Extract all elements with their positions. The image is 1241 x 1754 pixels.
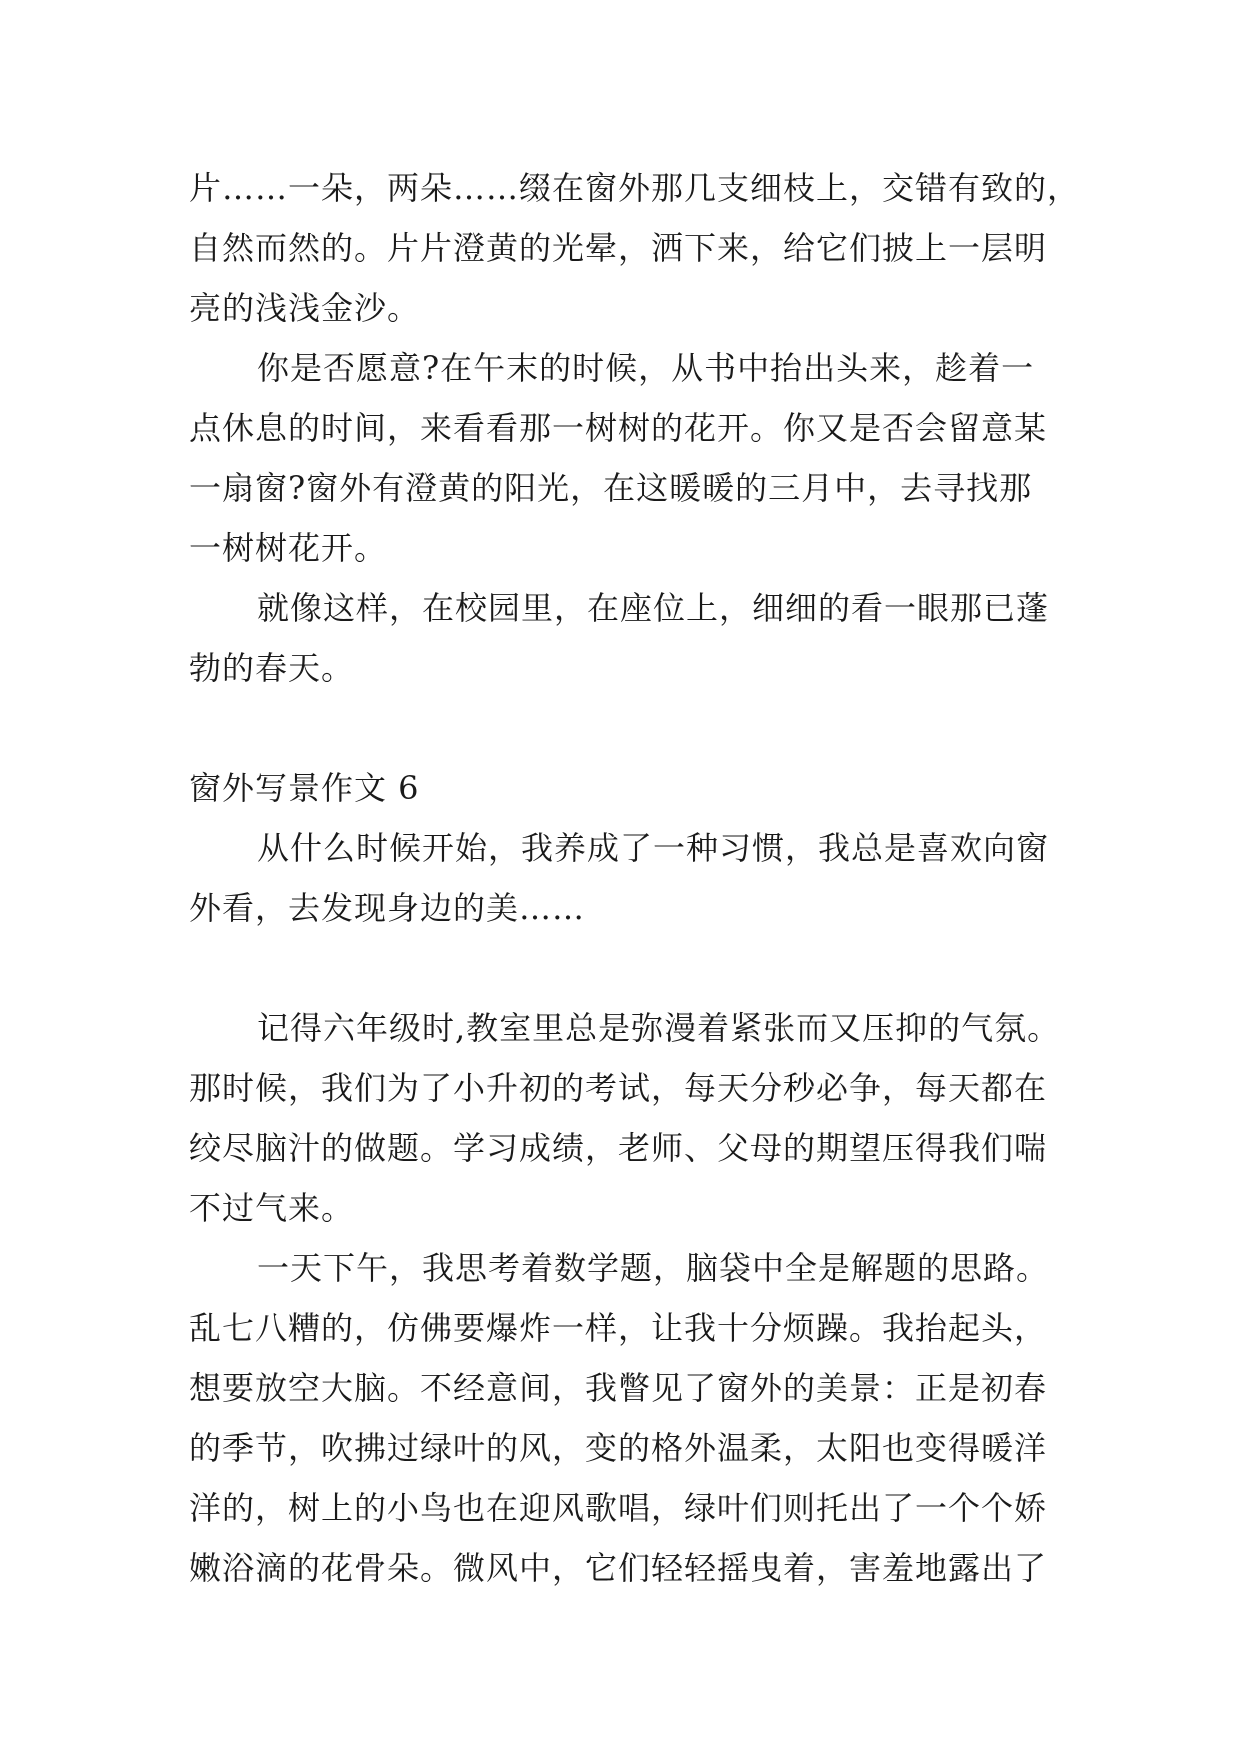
text-line: 你是否愿意?在午末的时候，从书中抬出头来，趁着一 xyxy=(257,349,1035,387)
text-line: 的季节，吹拂过绿叶的风，变的格外温柔，太阳也变得暖洋 xyxy=(189,1429,1048,1467)
paragraph xyxy=(189,1238,1089,1598)
text-line: 想要放空大脑。不经意间，我瞥见了窗外的美景：正是初春 xyxy=(189,1369,1048,1407)
text-line: 外看，去发现身边的美…… xyxy=(189,889,586,927)
text-line: 那时候，我们为了小升初的考试，每天分秒必争，每天都在 xyxy=(189,1069,1048,1107)
text-line: 自然而然的。片片澄黄的光晕，洒下来，给它们披上一层明 xyxy=(189,229,1048,267)
text-line: 洋的，树上的小鸟也在迎风歌唱，绿叶们则托出了一个个娇 xyxy=(189,1489,1048,1527)
text-line: 勃的春天。 xyxy=(189,649,355,687)
paragraph xyxy=(189,578,1089,698)
text-line: 片……一朵，两朵……缀在窗外那几支细枝上，交错有致的， xyxy=(189,169,1081,207)
text-line: 绞尽脑汁的做题。学习成绩，老师、父母的期望压得我们喘 xyxy=(189,1129,1048,1167)
text-line: 一树树花开。 xyxy=(189,529,388,567)
text-line: 亮的浅浅金沙。 xyxy=(189,289,421,327)
text-line: 从什么时候开始，我养成了一种习惯，我总是喜欢向窗 xyxy=(257,829,1050,867)
text-line: 记得六年级时,教室里总是弥漫着紧张而又压抑的气氛。 xyxy=(257,1009,1061,1047)
text-line: 不过气来。 xyxy=(189,1189,355,1227)
text-line: 点休息的时间，来看看那一树树的花开。你又是否会留意某 xyxy=(189,409,1048,447)
text-line: 就像这样，在校园里，在座位上，细细的看一眼那已蓬 xyxy=(257,589,1050,627)
paragraph xyxy=(189,158,1089,338)
paragraph xyxy=(189,998,1089,1238)
section-title: 窗外写景作文 6 xyxy=(189,769,420,807)
text-line: 乱七八糟的，仿佛要爆炸一样，让我十分烦躁。我抬起头， xyxy=(189,1309,1048,1347)
document-body xyxy=(189,158,1089,1598)
paragraph xyxy=(189,338,1089,578)
paragraph xyxy=(189,818,1089,938)
spacer xyxy=(189,698,1089,758)
text-line: 一扇窗?窗外有澄黄的阳光，在这暖暖的三月中，去寻找那 xyxy=(189,469,1033,507)
text-line: 一天下午，我思考着数学题，脑袋中全是解题的思路。 xyxy=(257,1249,1050,1287)
spacer xyxy=(189,938,1089,998)
text-line: 嫩浴滴的花骨朵。微风中，它们轻轻摇曳着，害羞地露出了 xyxy=(189,1549,1048,1587)
